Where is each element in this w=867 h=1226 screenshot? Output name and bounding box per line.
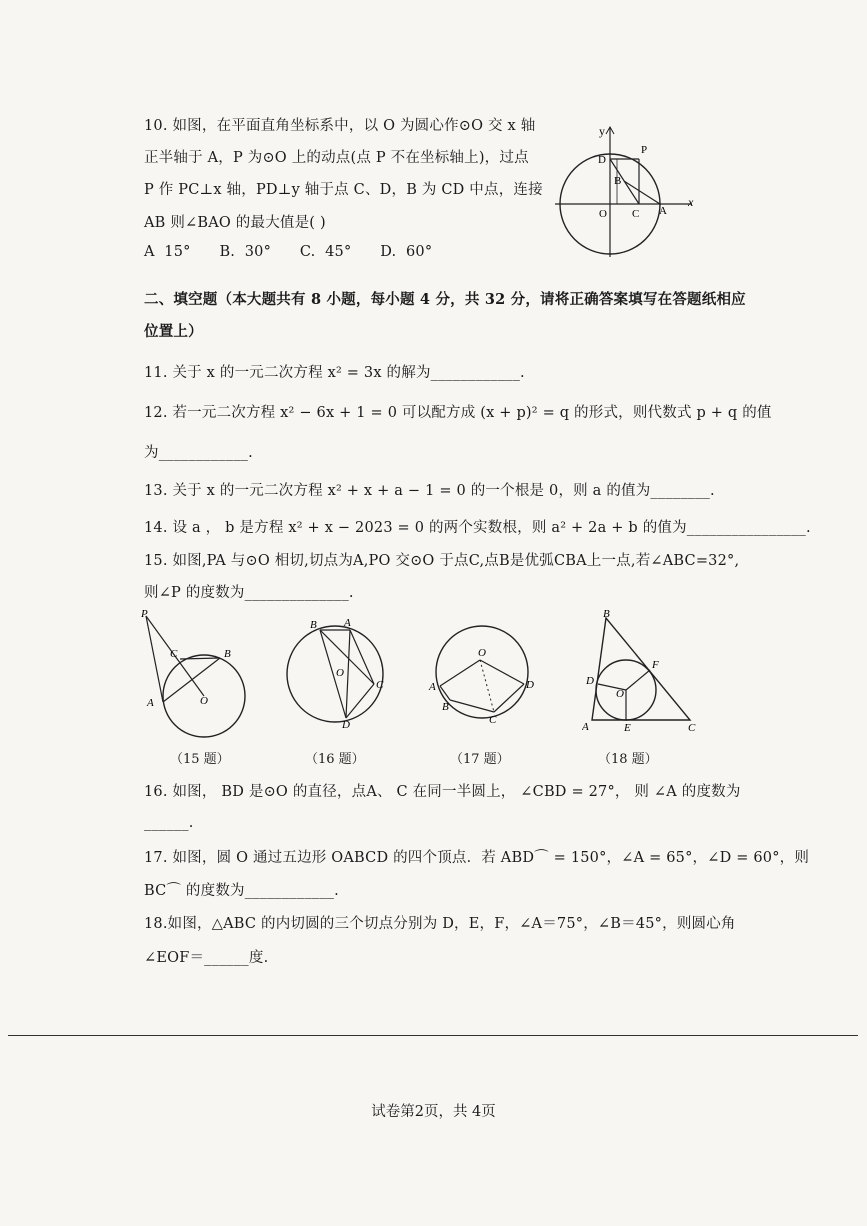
figure-17-caption: （17 题） — [450, 752, 510, 767]
q18-line2: ∠EOF＝______度. — [144, 950, 269, 966]
page-footer: 试卷第2页，共 4页 — [371, 1104, 496, 1120]
f16-label-a: A — [344, 617, 351, 629]
q10-label-b: B — [614, 175, 622, 187]
f17-label-c: C — [489, 714, 497, 726]
figure-16 — [282, 614, 392, 729]
q14: 14. 设 a ， b 是方程 x² + x − 2023 = 0 的两个实数根，则 a² + 2a + b 的值为________________. — [144, 520, 811, 536]
q16-line2: ______. — [144, 815, 194, 831]
f15-label-b: B — [224, 648, 231, 660]
f17-label-o: O — [478, 647, 486, 659]
page-divider — [8, 1035, 858, 1036]
q10-label-x: x — [688, 195, 694, 209]
q10-label-o: O — [599, 208, 607, 220]
q10-line2: 正半轴于 A，P 为⊙O 上的动点(点 P 不在坐标轴上)，过点 — [144, 150, 529, 166]
q10-line4: AB 则∠BAO 的最大值是( ) — [144, 215, 326, 231]
q15-line1: 15. 如图,PA 与⊙O 相切,切点为A,PO 交⊙O 于点C,点B是优弧CBA上一点,若∠ABC=32°, — [144, 553, 740, 569]
q10-label-p: P — [641, 144, 648, 156]
q10-line1: 10. 如图，在平面直角坐标系中，以 O 为圆心作⊙O 交 x 轴 — [144, 118, 536, 134]
section2-heading-line2: 位置上） — [144, 323, 203, 340]
f15-label-p: P — [141, 608, 148, 620]
q10-line3: P 作 PC⊥x 轴，PD⊥y 轴于点 C、D，B 为 CD 中点，连接 — [144, 182, 543, 198]
f17-label-b: B — [442, 701, 449, 713]
f15-label-o: O — [200, 695, 208, 707]
f18-label-f: F — [652, 659, 659, 671]
q17-line1: 17. 如图，圆 O 通过五边形 OABCD 的四个顶点．若 ABD⌒ = 150°，∠A = 65°，∠D = 60°，则 — [144, 850, 810, 866]
figure-17 — [426, 620, 541, 730]
f15-label-a: A — [147, 697, 154, 709]
f16-label-c: C — [376, 679, 384, 691]
q10-label-a: A — [659, 205, 667, 217]
f15-label-c: C — [170, 648, 178, 660]
q12-line2: 为____________. — [144, 445, 253, 461]
f18-label-c: C — [688, 722, 696, 734]
q18-line1: 18.如图，△ABC 的内切圆的三个切点分别为 D，E，F，∠A＝75°，∠B＝45°，则圆心角 — [144, 916, 736, 932]
f16-label-b: B — [310, 619, 317, 631]
q10-options: A 15° B. 30° C. 45° D. 60° — [144, 244, 433, 260]
q17-line2: BC⌒ 的度数为____________. — [144, 883, 339, 899]
f18-label-d: D — [586, 675, 594, 687]
q10-label-c: C — [632, 208, 640, 220]
f17-label-d: D — [526, 679, 534, 691]
q10-label-y: y — [599, 124, 605, 138]
f18-label-b: B — [603, 608, 610, 620]
q13: 13. 关于 x 的一元二次方程 x² + x + a − 1 = 0 的一个根是 0，则 a 的值为________. — [144, 483, 715, 499]
figure-18 — [582, 608, 702, 736]
figure-15 — [138, 606, 248, 741]
f16-label-d: D — [342, 719, 350, 729]
figure-18-caption: （18 题） — [598, 752, 658, 767]
q16-line1: 16. 如图， BD 是⊙O 的直径，点A、 C 在同一半圆上， ∠CBD = 27°， 则 ∠A 的度数为 — [144, 784, 741, 800]
q10-label-d: D — [598, 154, 606, 166]
q11: 11. 关于 x 的一元二次方程 x² = 3x 的解为____________. — [144, 365, 525, 381]
f18-label-o: O — [616, 688, 624, 700]
q10-figure — [555, 122, 700, 257]
q15-line2: 则∠P 的度数为______________. — [144, 585, 354, 601]
section2-heading-line1: 二、填空题（本大题共有 8 小题，每小题 4 分，共 32 分，请将正确答案填写在答题纸相应 — [144, 291, 746, 308]
f16-label-o: O — [336, 667, 344, 679]
f17-label-a: A — [429, 681, 436, 693]
q12-line1: 12. 若一元二次方程 x² − 6x + 1 = 0 可以配方成 (x + p)² = q 的形式，则代数式 p + q 的值 — [144, 405, 772, 421]
f18-label-a: A — [582, 721, 589, 733]
figure-15-caption: （15 题） — [170, 752, 230, 767]
f18-label-e: E — [624, 722, 631, 734]
figure-16-caption: （16 题） — [305, 752, 365, 767]
